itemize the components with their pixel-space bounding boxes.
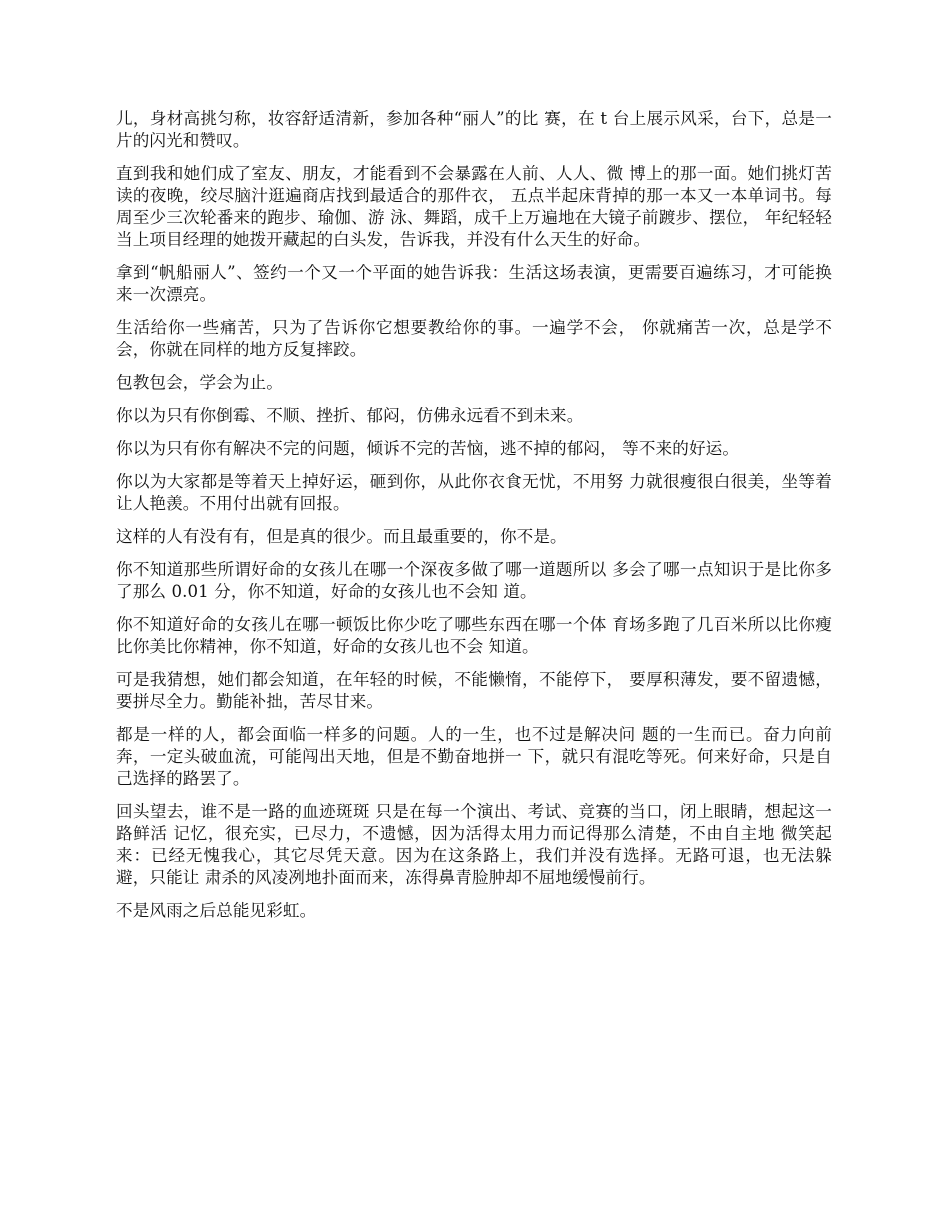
paragraph: 你以为只有你倒霉、不顺、挫折、郁闷，仿佛永远看不到未来。 xyxy=(116,406,584,425)
paragraph: 你不知道好命的女孩儿在哪一顿饭比你少吃了哪些东西在哪一个体 育场多跑了几百米所以比你瘦比你美比你精神，你不知道，好命的女孩儿也不会 知道。 xyxy=(116,615,832,656)
paragraph: 都是一样的人，都会面临一样多的问题。人的一生，也不过是解决问 题的一生而已。奋力向前奔，一定头破血流，可能闯出天地，但是不勤奋地拼一 下，就只有混吃等死。何来好命，只是自己选择的路罢了。 xyxy=(116,725,832,788)
paragraph: 直到我和她们成了室友、朋友，才能看到不会暴露在人前、人人、微 博上的那一面。她们挑灯苦读的夜晚，绞尽脑汁逛遍商店找到最适合的那件衣， 五点半起床背掉的那一本又一本单词书。每周至少三次轮番来的跑步、瑜伽、游 泳、舞蹈，成千上万遍地在大镜子前踱步、摆位， 年纪轻轻当上项目经理的她拨开藏起的白头发，告诉我，并没有什么天生的好命。 xyxy=(116,164,832,249)
paragraph: 拿到“帆船丽人”、签约一个又一个平面的她告诉我：生活这场表演，更需要百遍练习，才可能换来一次漂亮。 xyxy=(116,263,832,304)
paragraph: 可是我猜想，她们都会知道，在年轻的时候，不能懒惰，不能停下， 要厚积薄发，要不留遗憾，要拼尽全力。勤能补拙，苦尽甘来。 xyxy=(116,670,832,711)
paragraph: 生活给你一些痛苦，只为了告诉你它想要教给你的事。一遍学不会， 你就痛苦一次，总是学不会，你就在同样的地方反复摔跤。 xyxy=(116,318,832,359)
paragraph: 这样的人有没有有，但是真的很少。而且最重要的，你不是。 xyxy=(116,527,567,546)
paragraph: 你以为只有你有解决不完的问题，倾诉不完的苦恼，逃不掉的郁闷， 等不来的好运。 xyxy=(116,439,740,458)
paragraph: 不是风雨之后总能见彩虹。 xyxy=(116,901,317,920)
paragraph: 儿，身材高挑匀称，妆容舒适清新，参加各种“丽人”的比 赛，在 t 台上展示风采，台下，总是一片的闪光和赞叹。 xyxy=(116,109,832,150)
paragraph: 回头望去，谁不是一路的血迹斑斑 只是在每一个演出、考试、竞赛的当口，闭上眼睛，想起这一路鲜活 记忆，很充实，已尽力，不遗憾，因为活得太用力而记得那么清楚，不由自主地 微笑起来：已经无愧我心，其它尽凭天意。因为在这条路上，我们并没有选择。无路可退，也无法躲避，只能让 肃杀的风凌冽地扑面而来，冻得鼻青脸肿却不屈地缓慢前行。 xyxy=(116,802,832,887)
paragraph: 你不知道那些所谓好命的女孩儿在哪一个深夜多做了哪一道题所以 多会了哪一点知识于是比你多了那么 0.01 分，你不知道，好命的女孩儿也不会知 道。 xyxy=(116,560,832,601)
document-body xyxy=(116,108,832,922)
paragraph: 你以为大家都是等着天上掉好运，砸到你，从此你衣食无忧，不用努 力就很瘦很白很美，坐等着让人艳羡。不用付出就有回报。 xyxy=(116,472,832,513)
paragraph: 包教包会，学会为止。 xyxy=(116,373,283,392)
